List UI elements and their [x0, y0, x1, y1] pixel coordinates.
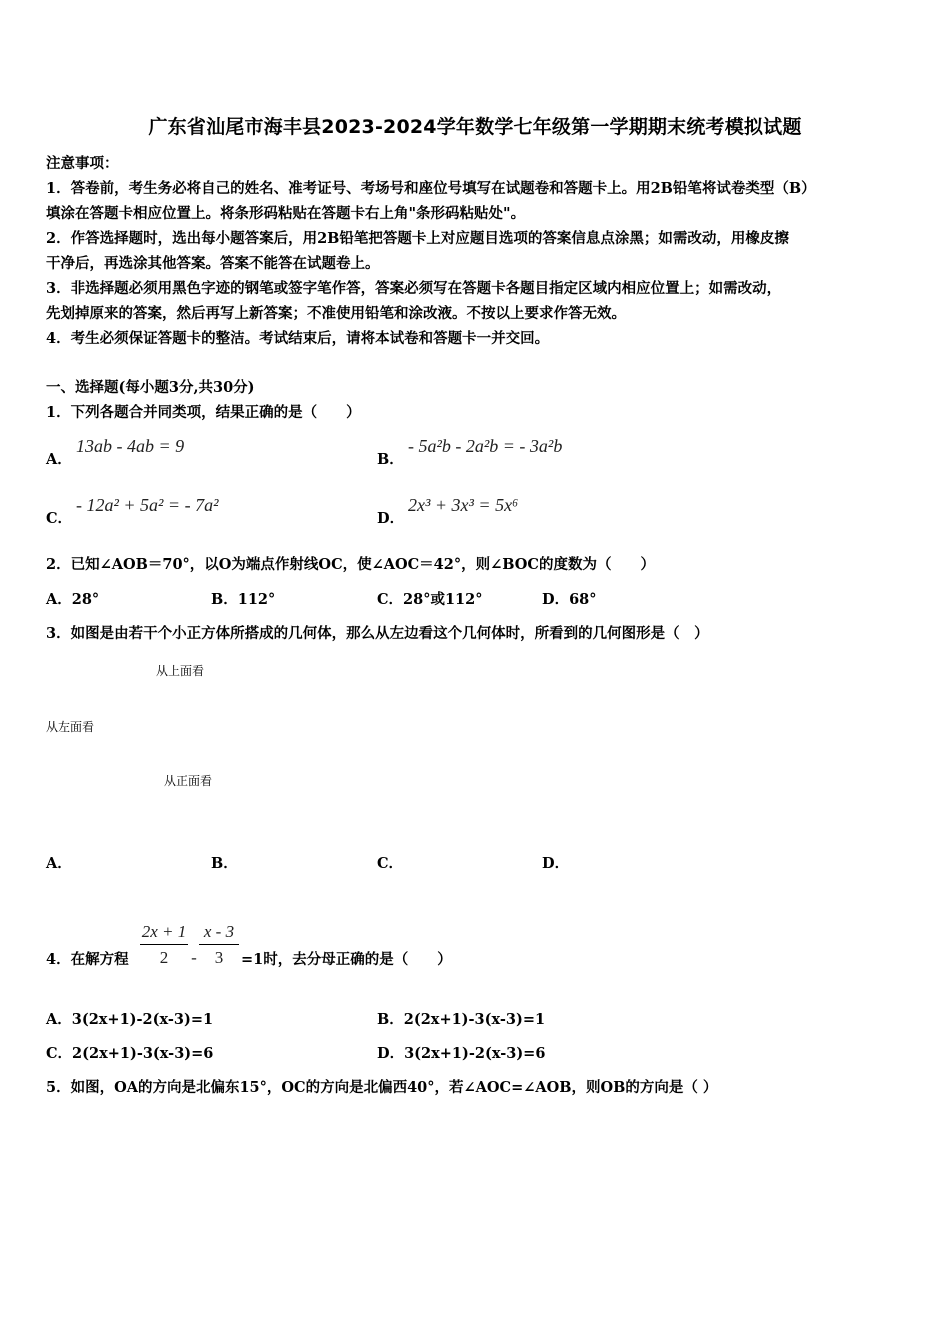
- q2-option-b: B．112°: [211, 591, 276, 608]
- question-4-stem-prefix: 4．在解方程: [46, 951, 129, 968]
- q2-option-d: D．68°: [542, 591, 597, 608]
- q3-option-d-label: D．: [542, 855, 570, 872]
- q1-option-b-label: B．: [377, 451, 404, 468]
- page-title: 广东省汕尾市海丰县2023-2024学年数学七年级第一学期期末统考模拟试题: [148, 116, 802, 138]
- notice-line: 2．作答选择题时，选出每小题答案后，用2B铅笔把答题卡上对应题目选项的答案信息点涂黑；如需改动，用橡皮擦: [46, 230, 789, 247]
- q1-option-c-label: C．: [46, 510, 73, 527]
- q3-option-c-label: C．: [377, 855, 404, 872]
- notice-line: 3．非选择题必须用黑色字迹的钢笔或签字笔作答，答案必须写在答题卡各题目指定区域内相应位置上；如需改动，: [46, 280, 782, 297]
- q1-option-a-label: A．: [46, 451, 72, 468]
- q1-option-a-expr: 13ab - 4ab = 9: [76, 436, 185, 456]
- q2-option-c: C．28°或112°: [377, 591, 483, 608]
- q1-option-d-expr: 2x³ + 3x³ = 5x⁶: [408, 495, 519, 515]
- q4-option-b: B．2(2x+1)-3(x-3)=1: [377, 1011, 546, 1028]
- question-2-stem: 2．已知∠AOB＝70°，以O为端点作射线OC，使∠AOC＝42°，则∠BOC的度数为（ ）: [46, 556, 655, 573]
- label-view-front: 从正面看: [164, 774, 213, 788]
- notice-line: 1．答卷前，考生务必将自己的姓名、准考证号、考场号和座位号填写在试题卷和答题卡上。用2B铅笔将试卷类型（B）: [46, 180, 816, 197]
- section-heading: 一、选择题(每小题3分,共30分): [46, 379, 255, 396]
- question-1-stem: 1．下列各题合并同类项，结果正确的是（ ）: [46, 404, 361, 421]
- q1-option-c-expr: - 12a² + 5a² = - 7a²: [76, 495, 219, 515]
- question-3-stem: 3．如图是由若干个小正方体所搭成的几何体，那么从左边看这个几何体时，所看到的几何图形是（ ）: [46, 625, 709, 642]
- fraction-1-numerator: 2x + 1: [141, 922, 187, 941]
- notice-line: 干净后，再选涂其他答案。答案不能答在试题卷上。: [46, 255, 380, 272]
- notice-line: 4．考生必须保证答题卡的整洁。考试结束后，请将本试卷和答题卡一并交回。: [46, 330, 550, 347]
- fraction-minus: -: [191, 948, 197, 967]
- q4-option-d: D．3(2x+1)-2(x-3)=6: [377, 1045, 546, 1062]
- q3-option-b-label: B．: [211, 855, 238, 872]
- question-4-stem-suffix: =1时，去分母正确的是（ ）: [241, 951, 452, 968]
- q1-option-b-expr: - 5a²b - 2a²b = - 3a²b: [408, 436, 563, 456]
- q1-option-d-label: D．: [377, 510, 405, 527]
- fraction-1-bar: [140, 944, 188, 945]
- q3-option-a-label: A．: [46, 855, 72, 872]
- fraction-2-denominator: 3: [214, 948, 224, 967]
- fraction-1-denominator: 2: [159, 948, 169, 967]
- question-5-stem: 5．如图，OA的方向是北偏东15°，OC的方向是北偏西40°，若∠AOC=∠AOB，则OB的方向是（ ）: [46, 1079, 718, 1096]
- label-view-left: 从左面看: [46, 720, 95, 734]
- q4-option-c: C．2(2x+1)-3(x-3)=6: [46, 1045, 214, 1062]
- notice-line: 填涂在答题卡相应位置上。将条形码粘贴在答题卡右上角"条形码粘贴处"。: [46, 205, 526, 222]
- notice-line: 先划掉原来的答案，然后再写上新答案；不准使用铅笔和涂改液。不按以上要求作答无效。: [46, 305, 626, 322]
- notice-heading: 注意事项：: [46, 155, 119, 172]
- q4-option-a: A．3(2x+1)-2(x-3)=1: [46, 1011, 214, 1028]
- q2-option-a: A．28°: [46, 591, 100, 608]
- fraction-2-numerator: x - 3: [203, 922, 235, 941]
- label-view-top: 从上面看: [156, 664, 205, 678]
- fraction-2-bar: [199, 944, 239, 945]
